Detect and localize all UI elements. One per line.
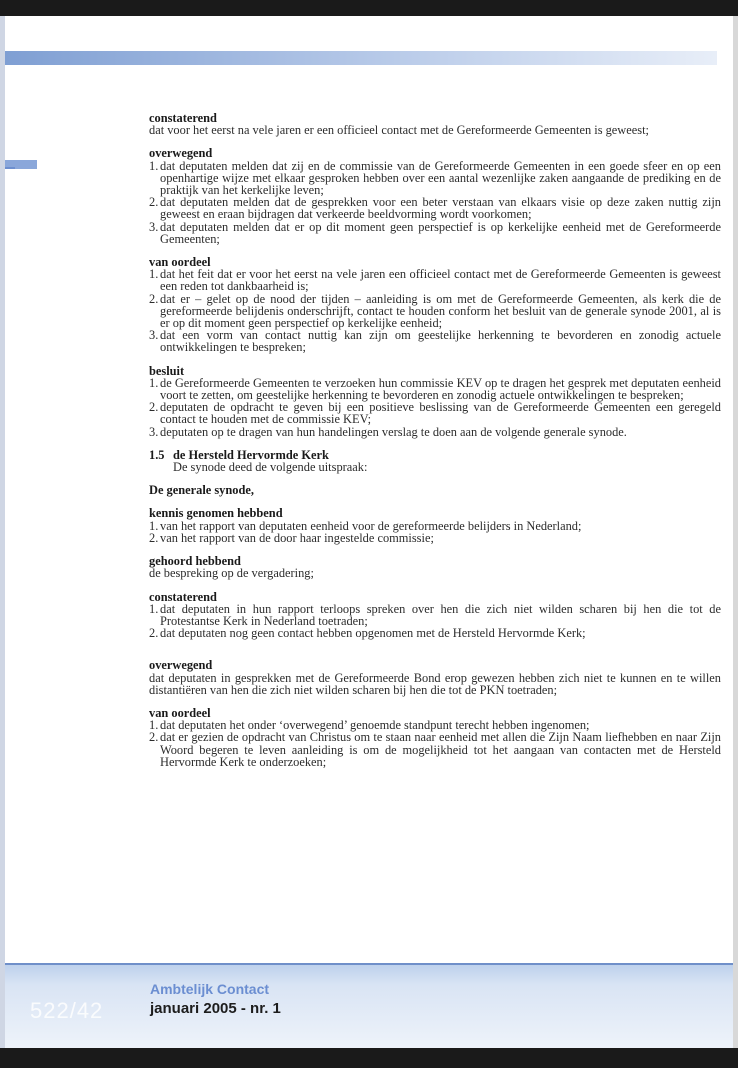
margin-tick-marker — [5, 167, 15, 169]
block-constaterend-2 — [149, 591, 721, 640]
list-item: 2. dat deputaten nog geen contact hebben opgenomen met de Hersteld Hervormde Kerk; — [149, 627, 721, 639]
block-heading: gehoord hebbend — [149, 554, 241, 569]
list-item-text: dat deputaten het onder ‘overwegend’ genoemde standpunt terecht hebben ingenomen; — [160, 718, 590, 733]
scan-border-left — [0, 16, 5, 1048]
block-heading: overwegend — [149, 658, 213, 673]
list-item: 1. de Gereformeerde Gemeenten te verzoeken hun commissie KEV op te dragen het gesprek met deputaten eenheid voort te zetten, om geestelijke herkenning te bevorderen en zonodig actuele ontwikkelingen te bespreken; — [149, 375, 721, 403]
block-heading: besluit — [149, 363, 185, 378]
block-heading: van oordeel — [149, 705, 211, 720]
list-item-text: dat deputaten in hun rapport terloops spreken over hen die zich niet wilden scharen bij hen die tot de Protestantse Kerk in Nederland toetraden; — [160, 601, 721, 628]
scan-border-top — [0, 0, 738, 16]
list-item: 1. dat het feit dat er voor het eerst na vele jaren een officieel contact met de Gereformeerde Gemeenten is geweest een reden tot dankbaarheid is; — [149, 267, 721, 294]
publication-issue: januari 2005 - nr. 1 — [150, 1000, 281, 1017]
block-heading: overwegend — [149, 146, 213, 161]
list-item-text: dat deputaten nog geen contact hebben opgenomen met de Hersteld Hervormde Kerk; — [160, 626, 586, 641]
publication-title: Ambtelijk Contact — [150, 981, 270, 997]
list-item-text: van het rapport van deputaten eenheid voor de gereformeerde belijders in Nederland; — [160, 518, 582, 533]
list-item: 1. dat deputaten melden dat zij en de commissie van de Gereformeerde Gemeenten in een goede sfeer en op een openhartige wijze met elkaar gesproken hebben over een aantal wezenlijke zaken aangaande de prediking en de praktijk van het kerkelijke leven; — [149, 158, 721, 198]
section-subtitle: De synode deed de volgende uitspraak: — [173, 460, 368, 475]
list-item-text: dat er gezien de opdracht van Christus om te staan naar eenheid met allen die Zijn Naam liefhebben en naar Zijn Woord begeren te leven aanleiding is om de mogelijkheid tot het aangaan van contacten met de Hersteld Hervormde Kerk te onderzoeken; — [160, 730, 721, 769]
list-item-text: deputaten de opdracht te geven bij een positieve beslissing van de Gereformeerde Gemeenten een geregeld contact te houden met de commissie KEV; — [160, 400, 721, 427]
header-color-band — [5, 51, 717, 65]
list-item: 2. deputaten de opdracht te geven bij een positieve beslissing van de Gereformeerde Gemeenten een geregeld contact te houden met de commissie KEV; — [149, 400, 721, 427]
list-item: 2. dat deputaten melden dat de gesprekken voor een beter verstaan van elkaars visie op deze zaken nuttig zijn geweest en eraan bijdragen dat verkeerde beeldvorming wordt voorkomen; — [149, 195, 721, 222]
list-item: 3. deputaten op te dragen van hun handelingen verslag te doen aan de volgende generale synode. — [149, 426, 721, 438]
footer-band — [5, 964, 733, 1048]
numbered-list — [149, 520, 721, 544]
synod-heading-block — [149, 484, 721, 496]
footer-divider — [5, 963, 733, 965]
block-text: dat deputaten in gesprekken met de Gereformeerde Bond erop gewezen hebben zich niet te kunnen en te willen distantiëren van hen die zich niet wilden scharen bij hen die tot de PKN toetraden; — [149, 670, 721, 697]
block-besluit — [149, 365, 721, 438]
block-kennis-genomen-hebbend — [149, 507, 721, 544]
block-overwegend-2 — [149, 659, 721, 696]
block-overwegend — [149, 147, 721, 245]
list-item: 3. dat een vorm van contact nuttig kan zijn om geestelijke herkenning te bevorderen en zonodig actuele ontwikkelingen te bespreken; — [149, 328, 721, 355]
document-body — [149, 112, 721, 779]
numbered-list — [149, 160, 721, 245]
block-constaterend — [149, 112, 721, 136]
section-hersteld-hervormde-kerk — [149, 449, 721, 473]
list-item: 3. dat deputaten melden dat er op dit moment geen perspectief is op kerkelijke eenheid met de Gereformeerde Gemeenten; — [149, 219, 721, 246]
block-gehoord-hebbend — [149, 555, 721, 579]
list-item-text: dat het feit dat er voor het eerst na vele jaren een officieel contact met de Gereformeerde Gemeenten is geweest een reden tot dankbaarheid is; — [160, 267, 721, 294]
list-item-text: dat deputaten melden dat de gesprekken voor een beter verstaan van elkaars visie op deze zaken nuttig zijn geweest en eraan bijdragen dat verkeerde beeldvorming wordt voorkomen; — [160, 195, 721, 222]
block-van-oordeel — [149, 256, 721, 354]
list-item: 2. dat er – gelet op de nood der tijden – aanleiding is om met de Gereformeerde Gemeenten, als kerk die de gereformeerde belijdenis onderschrijft, contact te houden conform het besluit van de generale synode 2001, al is er op dit moment geen perspectief op kerkelijke eenheid; — [149, 291, 721, 331]
block-heading: constaterend — [149, 111, 217, 125]
section-title: de Hersteld Hervormde Kerk — [173, 447, 329, 462]
list-item: 1. van het rapport van deputaten eenheid voor de gereformeerde belijders in Nederland; — [149, 520, 721, 532]
numbered-list — [149, 377, 721, 438]
scan-border-bottom — [0, 1048, 738, 1068]
list-item-text: de Gereformeerde Gemeenten te verzoeken hun commissie KEV op te dragen het gesprek met deputaten eenheid voort te zetten, om geestelijke herkenning te bevorderen en zonodig actuele ontwikkelingen te bespreken; — [160, 375, 721, 403]
block-heading: van oordeel — [149, 255, 211, 270]
block-text: de bespreking op de vergadering; — [149, 566, 314, 581]
list-item-text: dat deputaten melden dat zij en de commissie van de Gereformeerde Gemeenten in een goede sfeer en op een openhartige wijze met elkaar gesproken hebben over een aantal wezenlijke zaken aangaande de prediking en de praktijk van het kerkelijke leven; — [160, 158, 721, 198]
block-van-oordeel-2 — [149, 707, 721, 768]
numbered-list — [149, 268, 721, 353]
list-item-text: dat deputaten melden dat er op dit moment geen perspectief is op kerkelijke eenheid met de Gereformeerde Gemeenten; — [160, 219, 721, 246]
list-item-text: van het rapport van de door haar ingestelde commissie; — [160, 530, 434, 545]
list-item-text: deputaten op te dragen van hun handelingen verslag te doen aan de volgende generale synode. — [160, 424, 627, 439]
numbered-list — [149, 719, 721, 768]
list-item: 1. dat deputaten in hun rapport terloops spreken over hen die zich niet wilden scharen bij hen die tot de Protestantse Kerk in Nederland toetraden; — [149, 601, 721, 628]
list-item: 2. van het rapport van de door haar ingestelde commissie; — [149, 532, 721, 544]
list-item-text: dat een vorm van contact nuttig kan zijn om geestelijke herkenning te bevorderen en zonodig actuele ontwikkelingen te bespreken; — [160, 328, 721, 355]
scan-border-right — [733, 16, 738, 1048]
numbered-list — [149, 603, 721, 640]
section-number: 1.5 — [149, 447, 165, 462]
synod-heading: De generale synode, — [149, 483, 254, 498]
page-number: 522/42 — [30, 998, 104, 1023]
list-item-text: dat er – gelet op de nood der tijden – aanleiding is om met de Gereformeerde Gemeenten, als kerk die de gereformeerde belijdenis onderschrijft, contact te houden conform het besluit van de generale synode 2001, al is er op dit moment geen perspectief op kerkelijke eenheid; — [160, 291, 721, 331]
block-heading: constaterend — [149, 589, 217, 604]
list-item: 1. dat deputaten het onder ‘overwegend’ genoemde standpunt terecht hebben ingenomen; — [149, 719, 721, 731]
list-item: 2. dat er gezien de opdracht van Christus om te staan naar eenheid met allen die Zijn Naam liefhebben en naar Zijn Woord begeren te leven aanleiding is om de mogelijkheid tot het aangaan van contacten met de Hersteld Hervormde Kerk te onderzoeken; — [149, 730, 721, 769]
block-heading: kennis genomen hebbend — [149, 506, 283, 521]
block-text: dat voor het eerst na vele jaren er een officieel contact met de Gereformeerde Gemeenten is geweest; — [149, 123, 649, 138]
